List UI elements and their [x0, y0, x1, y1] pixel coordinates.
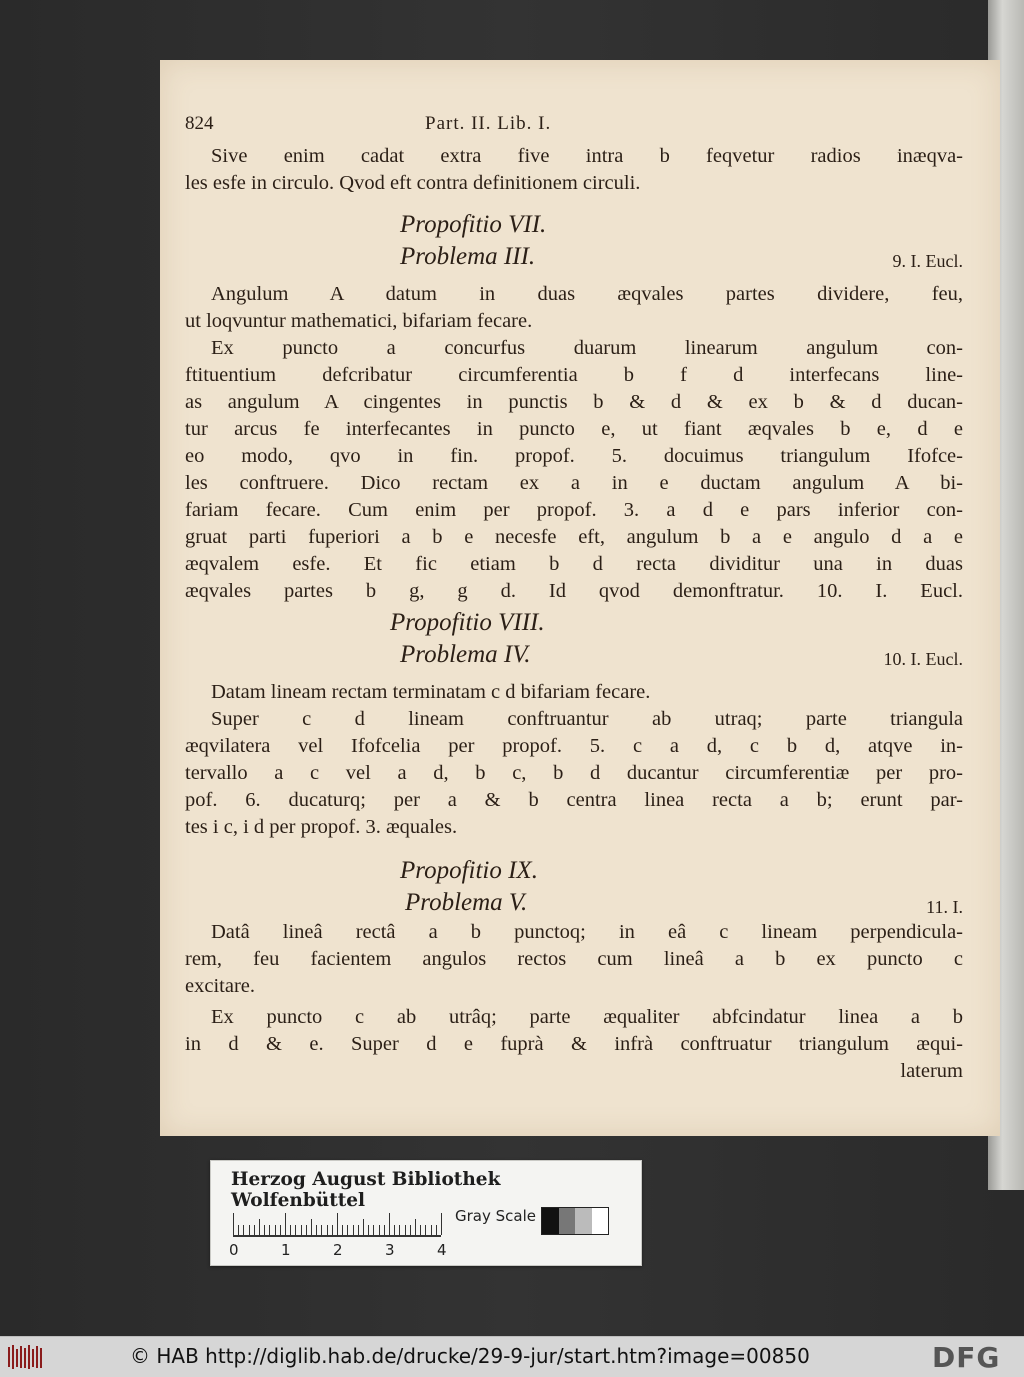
ruler-tick [405, 1225, 406, 1235]
text-line: Ex puncto a concurfus duarum linearum angulum con- [211, 337, 963, 359]
problem-heading: Problema III. 9. I. Eucl. [185, 241, 963, 273]
ruler-tick [249, 1225, 250, 1235]
ruler-numbers [229, 1241, 463, 1259]
ruler-tick [358, 1225, 359, 1235]
text-line: Sive enim cadat extra five intra b feqvetur radios inæqva- [211, 145, 963, 167]
gray-swatch [575, 1208, 592, 1234]
margin-reference: 10. I. Eucl. [883, 649, 963, 669]
text-line: as angulum A cingentes in punctis b & d & ex b & d ducan- [185, 391, 963, 413]
text-line: Angulum A datum in duas æqvales partes dividere, feu, [211, 283, 963, 305]
centimeter-ruler [229, 1211, 447, 1259]
problem-heading: Problema V. 11. I. [185, 887, 963, 919]
text-line: pof. 6. ducaturq; per a & b centra linea recta a b; erunt par- [185, 789, 963, 811]
gray-swatch [559, 1208, 576, 1234]
ruler-tick [353, 1225, 354, 1235]
text-line: les conftruere. Dico rectam ex a in e ductam angulum A bi- [185, 472, 963, 494]
text-line: tervallo a c vel a d, b c, b d ducantur circumferentiæ per pro- [185, 762, 963, 784]
margin-reference: 9. I. Eucl. [892, 251, 963, 271]
ruler-tick [410, 1225, 411, 1235]
gray-scale-swatches [541, 1207, 609, 1235]
gray-scale-label: Gray Scale [455, 1207, 536, 1225]
footer-bar [0, 1336, 1024, 1377]
page-text [185, 113, 963, 1085]
ruler-tick [301, 1225, 302, 1235]
ruler-tick [368, 1225, 369, 1235]
ruler-tick [264, 1225, 265, 1235]
gray-swatch [592, 1208, 609, 1234]
ruler-tick [306, 1225, 307, 1235]
hab-logo-icon [6, 1343, 46, 1371]
ruler-number: 3 [385, 1241, 395, 1259]
ruler-tick [332, 1225, 333, 1235]
text-line: ftituentium defcribatur circumferentia b f d interfecans line- [185, 364, 963, 386]
ruler-tick [347, 1225, 348, 1235]
page-number: 824 [185, 113, 214, 134]
ruler-number: 1 [281, 1241, 291, 1259]
ruler-tick [285, 1213, 286, 1235]
library-scale-card [210, 1160, 642, 1266]
ruler-tick [384, 1225, 385, 1235]
dfg-logo: DFG [932, 1341, 1001, 1374]
text-line: Datam lineam rectam terminatam c d bifariam fecare. [211, 681, 651, 703]
ruler-tick [431, 1225, 432, 1235]
text-line: in d & e. Super d e fuprà & infrà conftruatur triangulum æqui- [185, 1033, 963, 1055]
ruler-tick [363, 1219, 364, 1235]
text-line: tes i c, i d per propof. 3. æquales. [185, 816, 458, 838]
ruler-tick [389, 1213, 390, 1235]
ruler-tick [441, 1213, 442, 1235]
gray-swatch [542, 1208, 559, 1234]
copyright-url: © HAB http://diglib.hab.de/drucke/29-9-jur/start.htm?image=00850 [130, 1344, 810, 1368]
ruler-tick [415, 1219, 416, 1235]
ruler-tick [243, 1225, 244, 1235]
problem-heading: Problema IV. 10. I. Eucl. [185, 639, 963, 671]
ruler-number: 4 [437, 1241, 447, 1259]
proposition-heading: Propofitio VII. [400, 211, 547, 238]
ruler-tick [295, 1225, 296, 1235]
margin-reference: 11. I. [926, 897, 963, 917]
proposition-heading: Propofitio VIII. [390, 609, 545, 636]
page-header [185, 113, 963, 143]
running-head: Part. II. Lib. I. [425, 113, 552, 134]
ruler-tick [280, 1225, 281, 1235]
ruler-number: 0 [229, 1241, 239, 1259]
text-line: les esfe in circulo. Qvod eft contra definitionem circuli. [185, 172, 641, 194]
text-line: tur arcus fe interfecantes in puncto e, ut fiant æqvales b e, d e [185, 418, 963, 440]
ruler-tick [238, 1225, 239, 1235]
text-line: Ex puncto c ab utrâq; parte æqualiter abfcindatur linea a b [211, 1006, 963, 1028]
ruler-tick [394, 1225, 395, 1235]
ruler-tick [259, 1219, 260, 1235]
ruler-tick [327, 1225, 328, 1235]
ruler-tick [379, 1225, 380, 1235]
proposition-heading: Propofitio IX. [400, 857, 538, 884]
ruler-tick [399, 1225, 400, 1235]
ruler-tick [316, 1225, 317, 1235]
ruler-tick [290, 1225, 291, 1235]
text-line: æqvalem esfe. Et fic etiam b d recta dividitur una in duas [185, 553, 963, 575]
text-line: Datâ lineâ rectâ a b punctoq; in eâ c lineam perpendicula- [211, 921, 963, 943]
ruler-tick [425, 1225, 426, 1235]
ruler-tick [311, 1219, 312, 1235]
library-name: Herzog August Bibliothek Wolfenbüttel [231, 1169, 501, 1211]
ruler-tick [337, 1213, 338, 1235]
text-line: eo modo, qvo in fin. propof. 5. docuimus triangulum Ifofce- [185, 445, 963, 467]
ruler-tick [373, 1225, 374, 1235]
text-line: gruat parti fuperiori a b e necesfe eft, angulum b a e angulo d a e [185, 526, 963, 548]
text-line: fariam fecare. Cum enim per propof. 3. a d e pars inferior con- [185, 499, 963, 521]
text-line: æqvilatera vel Ifofcelia per propof. 5. c a d, c b d, atqve in- [185, 735, 963, 757]
text-line: ut loqvuntur mathematici, bifariam fecare. [185, 310, 533, 332]
ruler-tick [275, 1225, 276, 1235]
catchword: laterum [900, 1060, 963, 1082]
text-line: Super c d lineam conftruantur ab utraq; parte triangula [211, 708, 963, 730]
text-line: rem, feu facientem angulos rectos cum lineâ a b ex puncto c [185, 948, 963, 970]
ruler-tick [233, 1213, 234, 1235]
ruler-tick [342, 1225, 343, 1235]
text-line: excitare. [185, 975, 255, 997]
ruler-tick [321, 1225, 322, 1235]
text-line: æqvales partes b g, g d. Id qvod demonftratur. 10. I. Eucl. [185, 580, 963, 602]
ruler-tick [269, 1225, 270, 1235]
ruler-tick [254, 1225, 255, 1235]
ruler-tick [420, 1225, 421, 1235]
ruler-tick [436, 1225, 437, 1235]
ruler-number: 2 [333, 1241, 343, 1259]
